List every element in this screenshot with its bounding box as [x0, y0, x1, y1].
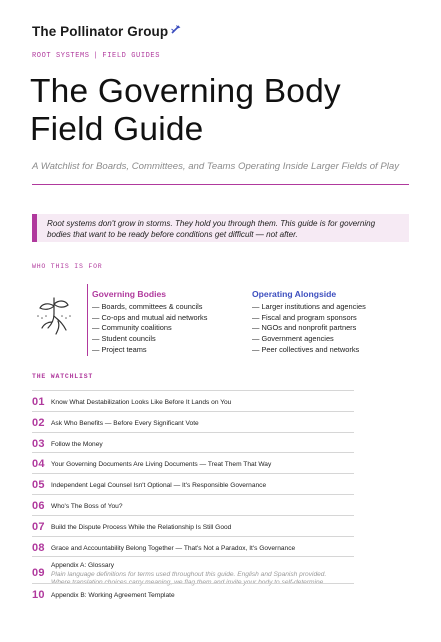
eyebrow-series: ROOT SYSTEMS [32, 52, 90, 60]
list-item: — Government agencies [252, 334, 334, 344]
item-title: Know What Destabilization Looks Like Before It Lands on You [51, 399, 232, 406]
item-title: Follow the Money [51, 440, 103, 448]
list-item: — Community coalitions [92, 323, 172, 333]
eyebrow-separator: | [93, 52, 99, 60]
item-number: 01 [32, 396, 45, 408]
brand-name: The Pollinator Group [32, 24, 169, 39]
item-title: Build the Dispute Process While the Relationship Is Still Good [51, 523, 232, 531]
list-item: — Project teams [92, 344, 147, 354]
item-title: Independent Legal Counsel Isn't Optional — It's Responsible Governance [51, 482, 267, 490]
item-number: 02 [32, 416, 45, 429]
page-subtitle: A Watchlist for Boards, Committees, and Teams Operating Inside Larger Fields of Play [32, 161, 400, 172]
watchlist-item-03[interactable] [32, 432, 354, 453]
list-item: — Student councils [92, 334, 156, 344]
title-line-2: Field Guide [30, 111, 204, 148]
item-number: 03 [32, 437, 45, 450]
page-title [30, 73, 341, 149]
item-title: Appendix A: Glossary [51, 562, 115, 570]
list-item: — Peer collectives and networks [252, 344, 360, 354]
item-number: 09 [32, 567, 45, 580]
item-number: 07 [32, 520, 45, 533]
bee-icon [170, 23, 182, 35]
watchlist-section-label: THE WATCHLIST [32, 373, 94, 380]
watchlist-item-09[interactable] [32, 556, 354, 587]
watchlist-item-02[interactable] [32, 411, 354, 432]
item-title: Your Governing Documents Are Living Documents — Treat Them That Way [51, 461, 272, 469]
watchlist-item-10[interactable] [32, 583, 354, 604]
watchlist-item-08[interactable] [32, 536, 354, 557]
watchlist-item-07[interactable] [32, 515, 354, 536]
governing-bodies-column [92, 289, 207, 356]
list-item: — Boards, committees & councils [92, 302, 203, 311]
watchlist [32, 390, 354, 604]
item-title: Ask Who Benefits — Before Every Significant Vote [51, 419, 199, 427]
watchlist-item-01[interactable] [32, 390, 354, 411]
item-number: 05 [32, 479, 45, 492]
who-section-label: WHO THIS IS FOR [32, 263, 103, 270]
list-item: — Fiscal and program sponsors [252, 312, 357, 322]
governing-bodies-heading: Governing Bodies [92, 289, 167, 299]
list-item: — Co-ops and mutual aid networks [92, 312, 208, 322]
item-title: Appendix B: Working Agreement Template [51, 592, 175, 600]
operating-alongside-heading: Operating Alongside [252, 289, 337, 299]
watchlist-item-06[interactable] [32, 494, 354, 515]
item-number: 08 [32, 541, 45, 554]
who-divider [87, 284, 88, 356]
title-line-1: The Governing Body [30, 73, 341, 110]
watchlist-item-04[interactable] [32, 452, 354, 473]
item-title: Grace and Accountability Belong Together — That's Not a Paradox, It's Governance [51, 544, 296, 552]
watchlist-item-05[interactable] [32, 473, 354, 494]
eyebrow-collection: FIELD GUIDES [102, 52, 161, 60]
list-item: — NGOs and nonprofit partners [252, 323, 357, 333]
operating-alongside-column [252, 289, 366, 356]
item-description: Plain language definitions for terms used throughout this guide. English and Spanish provided. [51, 570, 327, 578]
item-title: Who's The Boss of You? [51, 502, 123, 510]
eyebrow-breadcrumb [32, 52, 160, 60]
item-number: 10 [32, 589, 45, 602]
seedling-roots-icon [34, 294, 74, 336]
list-item: — Larger institutions and agencies [252, 302, 366, 311]
brand-logo [32, 24, 182, 39]
item-number: 06 [32, 499, 45, 512]
title-divider [32, 184, 409, 185]
intro-callout: Root systems don't grow in storms. They hold you through them. This guide is for governing bodies that want to be ready before conditions get difficult — not after. [32, 214, 409, 242]
item-description: Where translation choices carry meaning, we flag them and invite your body to self-determine. [51, 579, 326, 587]
item-number: 04 [32, 458, 45, 471]
